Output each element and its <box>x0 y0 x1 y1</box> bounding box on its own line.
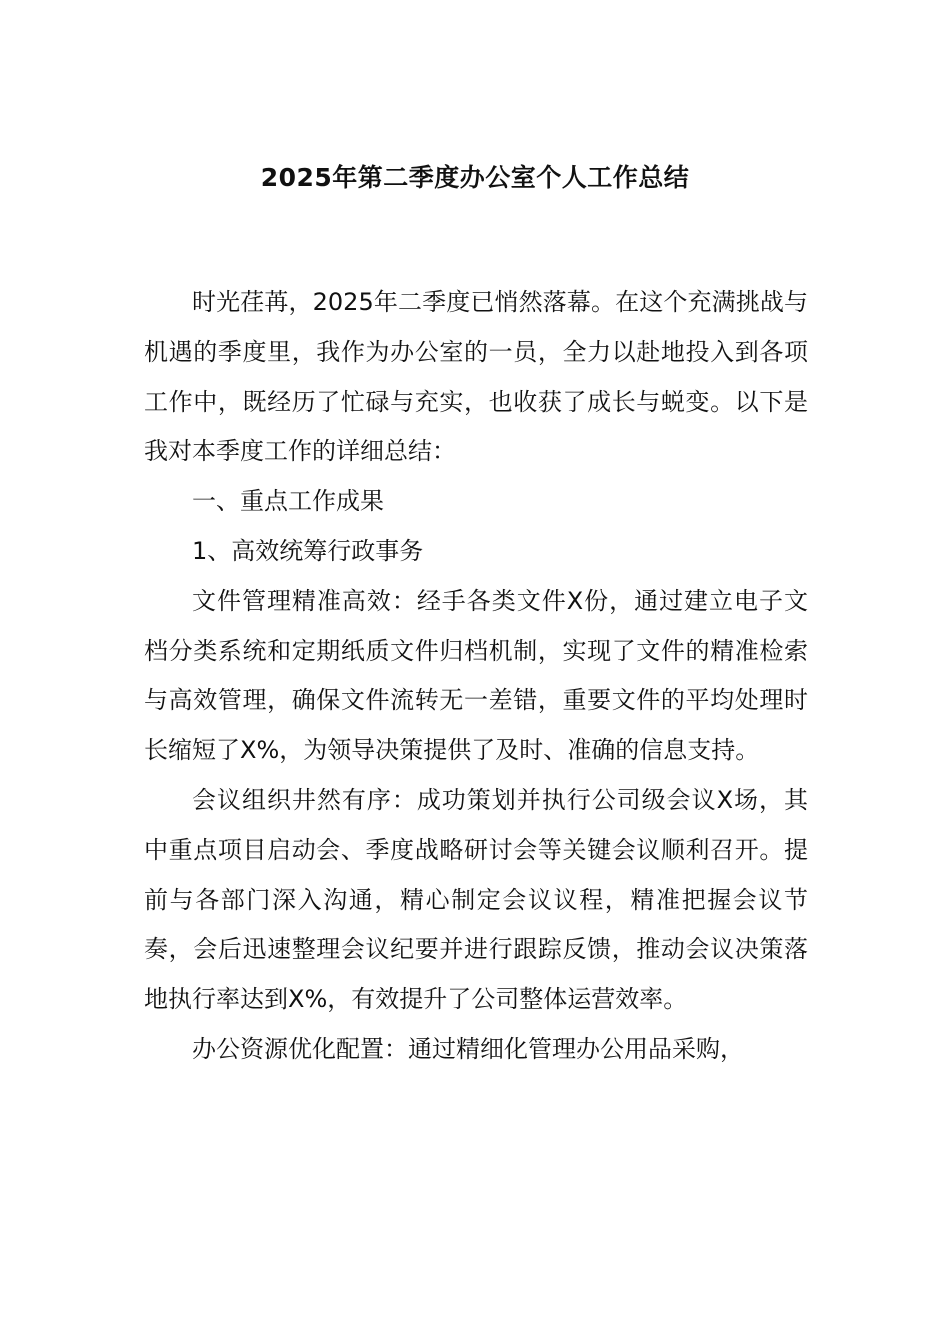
paragraph-office-resources: 办公资源优化配置：通过精细化管理办公用品采购， <box>192 1034 744 1063</box>
subsection-heading-admin-affairs: 1、高效统筹行政事务 <box>192 536 424 565</box>
section-heading-key-results: 一、重点工作成果 <box>192 487 384 516</box>
intro-paragraph: 时光荏苒，2025年二季度已悄然落幕。在这个充满挑战与机遇的季度里，我作为办公室的一员，全力以赴地投入到各项工作中，既经历了忙碌与充实，也收获了成长与蜕变。以下是我对本季度工作的详细总结： <box>144 288 808 466</box>
document-body <box>144 278 808 1075</box>
paragraph-meeting-organization: 会议组织井然有序：成功策划并执行公司级会议X场，其中重点项目启动会、季度战略研讨会等关键会议顺利召开。提前与各部门深入沟通，精心制定会议议程，精准把握会议节奏，会后迅速整理会议纪要并进行跟踪反馈，推动会议决策落地执行率达到X%，有效提升了公司整体运营效率。 <box>144 785 808 1014</box>
paragraph-file-management: 文件管理精准高效：经手各类文件X份，通过建立电子文档分类系统和定期纸质文件归档机制，实现了文件的精准检索与高效管理，确保文件流转无一差错，重要文件的平均处理时长缩短了X%，为领导决策提供了及时、准确的信息支持。 <box>144 586 808 765</box>
document-title: 2025年第二季度办公室个人工作总结 <box>260 163 690 192</box>
